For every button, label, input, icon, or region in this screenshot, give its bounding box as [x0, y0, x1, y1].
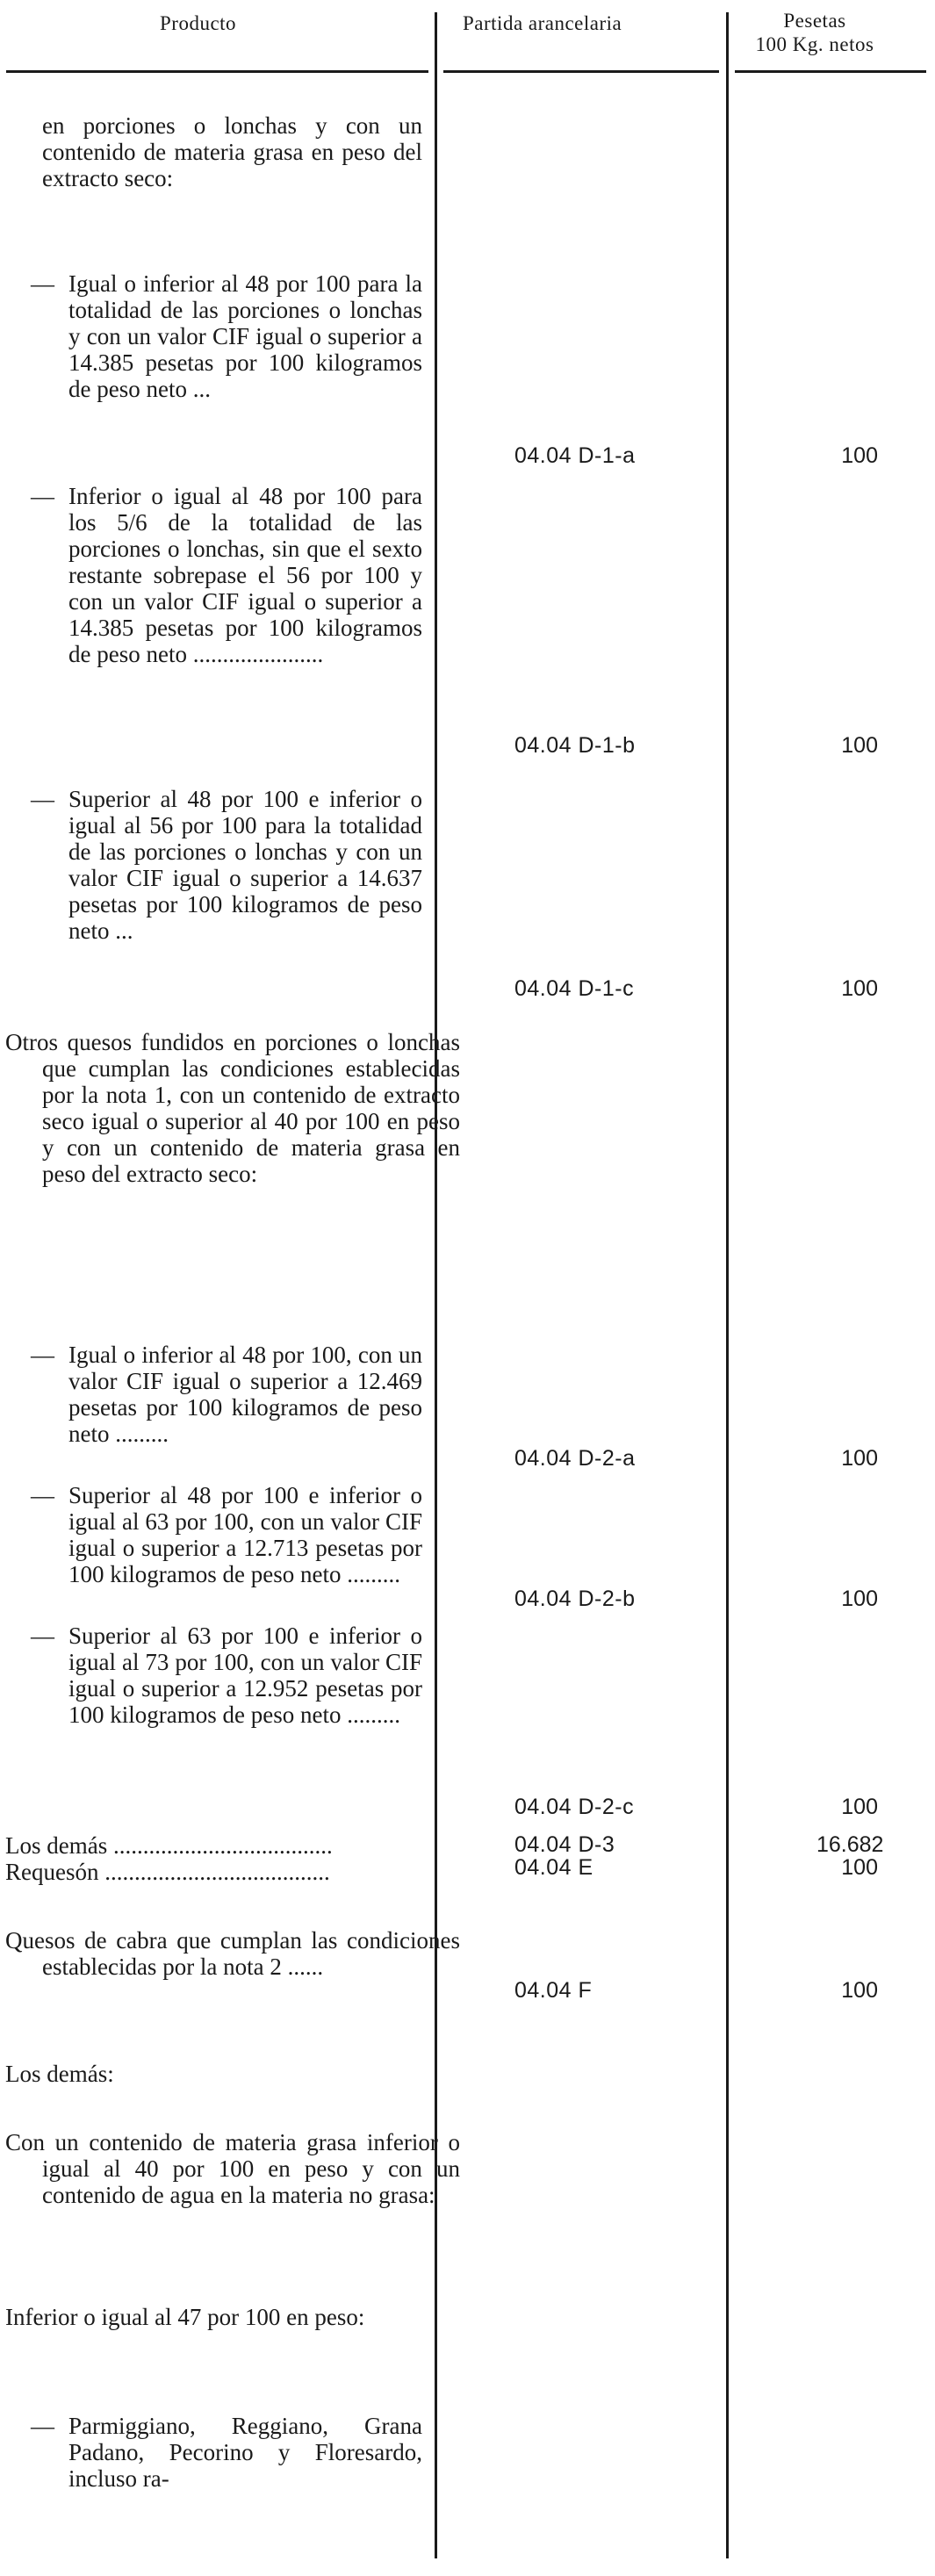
dash-mark: —	[31, 1342, 54, 1368]
item-d2a	[31, 1342, 422, 1447]
code-f: 04.04 F	[514, 1978, 593, 2003]
price-d2c: 100	[841, 1795, 878, 1819]
code-d2c: 04.04 D-2-c	[514, 1795, 635, 1819]
column-header-producto: Producto	[160, 12, 237, 34]
header-rule-2	[443, 70, 719, 73]
item-d1a	[31, 270, 422, 402]
dash-mark: —	[31, 1623, 54, 1649]
item-d2b	[31, 1482, 422, 1587]
column-header-pesetas-line2: 100 Kg. netos	[755, 33, 874, 55]
dash-mark: —	[31, 270, 54, 297]
item-d1c-text: Superior al 48 por 100 e inferior o igual al 56 por 100 para la totalidad de las porciones o lonchas y con un valor CIF igual o superior a 14.637 pesetas por 100 kilogramos de peso neto ...	[68, 786, 422, 944]
item-e: Requesón ......................................	[5, 1859, 330, 1885]
price-d2b: 100	[841, 1587, 878, 1611]
header-rule-3	[735, 70, 926, 73]
code-d3: 04.04 D-3	[514, 1832, 615, 1857]
item-d2a-text: Igual o inferior al 48 por 100, con un valor CIF igual o superior a 12.469 pesetas por 100 kilogramos de peso neto .........	[68, 1342, 422, 1447]
item-d3: Los demás .....................................	[5, 1832, 333, 1859]
price-e: 100	[841, 1855, 878, 1880]
item-d2b-text: Superior al 48 por 100 e inferior o igual al 63 por 100, con un valor CIF igual o superior a 12.713 pesetas por 100 kilogramos de peso neto .........	[68, 1482, 422, 1587]
intro-inferior-47: Inferior o igual al 47 por 100 en peso:	[5, 2304, 365, 2330]
item-d1b	[31, 483, 422, 667]
column-header-pesetas	[744, 9, 885, 56]
price-d1b: 100	[841, 733, 878, 758]
item-d2c	[31, 1623, 422, 1728]
code-d1a: 04.04 D-1-a	[514, 443, 636, 468]
header-rule-1	[6, 70, 428, 73]
price-d1c: 100	[841, 976, 878, 1001]
code-d1c: 04.04 D-1-c	[514, 976, 635, 1001]
intro-otros-quesos: Otros quesos fundidos en porciones o lonchas que cumplan las condiciones establecidas por la nota 1, con un contenido de extracto seco igual o superior al 40 por 100 en peso y con un contenido de materia grasa en peso del extracto seco:	[5, 1029, 460, 1187]
price-f: 100	[841, 1978, 878, 2003]
item-d2c-text: Superior al 63 por 100 e inferior o igual al 73 por 100, con un valor CIF igual o superior a 12.952 pesetas por 100 kilogramos de peso neto .........	[68, 1623, 422, 1728]
intro-porciones: en porciones o lonchas y con un contenido de materia grasa en peso del extracto seco:	[42, 112, 422, 191]
dash-mark: —	[31, 1482, 54, 1508]
price-d1a: 100	[841, 443, 878, 468]
item-f: Quesos de cabra que cumplan las condiciones establecidas por la nota 2 ......	[5, 1927, 460, 1980]
code-d2b: 04.04 D-2-b	[514, 1587, 636, 1611]
price-d2a: 100	[841, 1446, 878, 1471]
dash-mark: —	[31, 483, 54, 509]
item-d1b-text: Inferior o igual al 48 por 100 para los 5/6 de la totalidad de las porciones o lonchas, sin que el sexto restante sobrepase el 56 por 100 y con un valor CIF igual o superior a 14.385 pesetas por 100 kilogramos de peso neto ......................	[68, 483, 422, 667]
dash-mark: —	[31, 786, 54, 812]
intro-con-un-contenido: Con un contenido de materia grasa inferior o igual al 40 por 100 en peso y con un contenido de agua en la materia no grasa:	[5, 2129, 460, 2208]
code-d2a: 04.04 D-2-a	[514, 1446, 636, 1471]
heading-los-demas: Los demás:	[5, 2061, 114, 2087]
code-e: 04.04 E	[514, 1855, 593, 1880]
column-header-pesetas-line1: Pesetas	[783, 10, 846, 32]
item-parmiggiano	[31, 2413, 422, 2492]
item-parmiggiano-text: Parmiggiano, Reggiano, Grana Padano, Pecorino y Floresardo, incluso ra-	[68, 2413, 422, 2492]
column-header-partida: Partida arancelaria	[463, 12, 622, 34]
item-d1a-text: Igual o inferior al 48 por 100 para la totalidad de las porciones o lonchas y con un valor CIF igual o superior a 14.385 pesetas por 100 kilogramos de peso neto ...	[68, 270, 422, 402]
price-d3: 16.682	[816, 1832, 884, 1857]
dash-mark: —	[31, 2413, 54, 2439]
item-d1c	[31, 786, 422, 944]
column-divider-2	[726, 12, 729, 2558]
code-d1b: 04.04 D-1-b	[514, 733, 636, 758]
